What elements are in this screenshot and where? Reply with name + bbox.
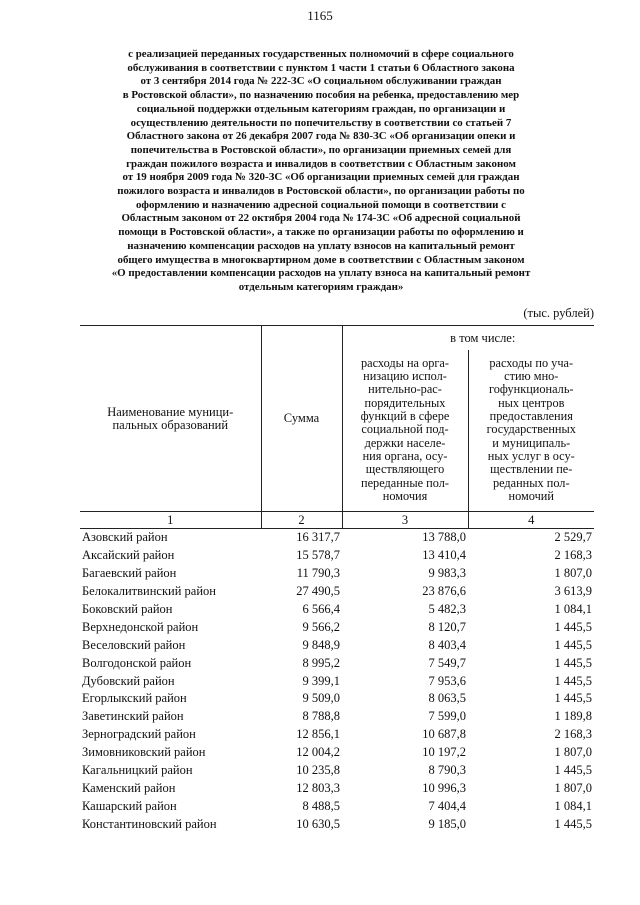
table-row [80, 815, 594, 833]
mfc-expense-value: 1 445,5 [554, 619, 592, 634]
table-row [80, 529, 594, 547]
admin-expense-value: 8 403,4 [428, 637, 466, 652]
sum-value: 12 004,2 [296, 745, 340, 760]
heading-line: отдельным категориям граждан» [238, 280, 404, 293]
column-number: 2 [261, 512, 342, 529]
admin-expense-value: 8 063,5 [428, 691, 466, 706]
admin-expense-value: 7 404,4 [428, 798, 466, 813]
heading-line: попечительства в Ростовской области», по организации приемных семей для [130, 143, 512, 156]
sum-value: 9 509,0 [302, 691, 340, 706]
table-body [80, 529, 594, 834]
sum-value: 15 578,7 [296, 548, 340, 563]
header-line: социальной под- [361, 422, 449, 437]
heading-line: оформлению и назначению адресной социальной помощи в соответствии с [135, 198, 507, 211]
table-row [80, 654, 594, 672]
heading-line: Областного закона от 26 декабря 2007 года № 830-ЗС «Об организации опеки и [126, 130, 516, 143]
table-row [80, 744, 594, 762]
header-line: порядительных [364, 395, 446, 410]
header-line: гофункциональ- [488, 382, 574, 397]
mfc-expense-value: 1 807,0 [554, 566, 592, 581]
table-row [80, 726, 594, 744]
admin-expense-value: 23 876,6 [422, 584, 466, 599]
admin-expense-value: 10 687,8 [422, 727, 466, 742]
table-row [80, 779, 594, 797]
table-row [80, 672, 594, 690]
header-municipality-line: пальных образований [112, 417, 229, 432]
header-line: функций в сфере [360, 409, 450, 424]
header-line: ных услуг в осу- [487, 448, 575, 463]
mfc-expense-value: 1 445,5 [554, 637, 592, 652]
table-row [80, 601, 594, 619]
header-line: нительно-рас- [368, 382, 442, 397]
header-line: номочий [508, 488, 554, 503]
mfc-expense-value: 1 084,1 [554, 798, 592, 813]
header-line: стию мно- [504, 369, 559, 384]
municipality-name: Егорлыкский район [82, 691, 187, 706]
header-municipality-line: Наименование муници- [107, 404, 234, 419]
heading-line: обслуживания в соответствии с пунктом 1 части 1 статьи 6 Областного закона [127, 61, 515, 74]
municipality-name: Веселовский район [82, 637, 186, 652]
municipality-name: Аксайский район [82, 548, 175, 563]
heading-line: от 19 ноября 2009 года № 320-ЗС «Об организации приемных семей для граждан [122, 171, 520, 184]
heading-line: с реализацией переданных государственных полномочий в сфере социального [128, 48, 514, 60]
admin-expense-value: 7 953,6 [428, 673, 466, 688]
admin-expense-value: 7 599,0 [428, 709, 466, 724]
mfc-expense-value: 1 445,5 [554, 655, 592, 670]
admin-expense-value: 10 197,2 [422, 745, 466, 760]
header-mfc-expenses [468, 350, 594, 512]
mfc-expense-value: 2 168,3 [554, 727, 592, 742]
header-line: ных центров [498, 395, 565, 410]
sum-value: 9 566,2 [302, 619, 340, 634]
mfc-expense-value: 1 445,5 [554, 816, 592, 831]
municipality-name: Кашарский район [82, 798, 177, 813]
municipality-name: Заветинский район [82, 709, 184, 724]
allocation-table [80, 325, 594, 833]
sum-value: 10 235,8 [296, 763, 340, 778]
heading-line: Областным законом от 22 октября 2004 года № 174-ЗС «Об адресной социальной [121, 212, 521, 225]
municipality-name: Боковский район [82, 602, 173, 616]
municipality-name: Зимовниковский район [82, 745, 206, 760]
admin-expense-value: 7 549,7 [428, 655, 466, 670]
municipality-name: Багаевский район [82, 566, 177, 581]
municipality-name: Верхнедонской район [82, 619, 199, 634]
admin-expense-value: 9 983,3 [428, 566, 466, 581]
table-row [80, 547, 594, 565]
header-line: ществлении пе- [490, 462, 573, 477]
header-line: расходы по уча- [489, 355, 574, 370]
units-label: (тыс. рублей) [523, 306, 594, 320]
municipality-name: Белокалитвинский район [82, 584, 216, 599]
mfc-expense-value: 1 445,5 [554, 673, 592, 688]
header-line: и муниципаль- [492, 435, 571, 450]
heading-line: осуществлению деятельности по попечительству в соответствии со статьей 7 [130, 116, 512, 129]
municipality-name: Дубовский район [82, 673, 175, 688]
municipality-name: Зерноградский район [82, 727, 196, 742]
mfc-expense-value: 2 529,7 [554, 530, 592, 545]
municipality-name: Кагальницкий район [82, 763, 193, 778]
heading-line: граждан пожилого возраста и инвалидов в соответствии с Областным законом [126, 157, 516, 170]
mfc-expense-value: 1 445,5 [554, 763, 592, 778]
header-including: в том числе: [342, 326, 594, 351]
admin-expense-value: 8 790,3 [428, 763, 466, 778]
heading-line: в Ростовской области», по назначению пособия на ребенка, предоставлению мер [122, 89, 520, 102]
sum-value: 6 566,4 [302, 602, 340, 616]
mfc-expense-value: 3 613,9 [554, 584, 592, 599]
column-number: 3 [342, 512, 468, 529]
admin-expense-value: 13 788,0 [422, 530, 466, 545]
admin-expense-value: 9 185,0 [428, 816, 466, 831]
heading-line: социальной поддержки отдельным категориям граждан, по организации и [136, 102, 506, 115]
header-line: переданные пол- [361, 475, 449, 490]
municipality-name: Азовский район [82, 530, 168, 545]
header-admin-expenses [342, 350, 468, 512]
header-line: ществляющего [365, 462, 445, 477]
sum-value: 12 803,3 [296, 780, 340, 795]
table-row [80, 636, 594, 654]
header-sum: Сумма [261, 326, 342, 512]
admin-expense-value: 8 120,7 [428, 619, 466, 634]
sum-value: 27 490,5 [296, 584, 340, 599]
document-heading [82, 48, 560, 295]
header-line: расходы на орга- [361, 355, 449, 370]
sum-value: 8 995,2 [302, 655, 340, 670]
header-line: номочия [382, 488, 428, 503]
municipality-name: Каменский район [82, 780, 176, 795]
mfc-expense-value: 1 807,0 [554, 745, 592, 760]
table-row [80, 797, 594, 815]
heading-line: пожилого возраста и инвалидов в Ростовской области», по организации работы по [117, 185, 525, 198]
table-row [80, 690, 594, 708]
sum-value: 9 848,9 [302, 637, 340, 652]
sum-value: 16 317,7 [296, 530, 340, 545]
header-line: низацию испол- [363, 369, 447, 384]
mfc-expense-value: 1 084,1 [554, 602, 592, 616]
mfc-expense-value: 1 189,8 [554, 709, 592, 724]
heading-line: помощи в Ростовской области», а также по организации работы по оформлению и [118, 226, 524, 239]
mfc-expense-value: 1 807,0 [554, 780, 592, 795]
header-line: предоставления [489, 409, 573, 424]
header-line: государственных [486, 422, 576, 437]
sum-value: 8 488,5 [302, 798, 340, 813]
admin-expense-value: 5 482,3 [428, 602, 466, 616]
page-number: 1165 [307, 8, 333, 23]
sum-value: 9 399,1 [302, 673, 340, 688]
sum-value: 8 788,8 [302, 709, 340, 724]
sum-value: 11 790,3 [296, 566, 340, 581]
heading-line: назначению компенсации расходов на уплату взносов на капитальный ремонт [127, 239, 515, 252]
heading-line: «О предоставлении компенсации расходов на уплату взноса на капитальный ремонт [111, 267, 531, 280]
mfc-expense-value: 2 168,3 [554, 548, 592, 563]
header-line: держки населе- [364, 435, 446, 450]
admin-expense-value: 13 410,4 [422, 548, 466, 563]
table-row [80, 618, 594, 636]
header-municipality [80, 326, 261, 512]
heading-line: общего имущества в многоквартирном доме в соответствии с Областным законом [117, 253, 525, 266]
municipality-name: Константиновский район [82, 816, 217, 831]
municipality-name: Волгодонской район [82, 655, 192, 670]
table-row [80, 583, 594, 601]
column-number: 4 [468, 512, 594, 529]
table-row [80, 565, 594, 583]
sum-value: 10 630,5 [296, 816, 340, 831]
header-line: ния органа, осу- [362, 448, 448, 463]
mfc-expense-value: 1 445,5 [554, 691, 592, 706]
heading-line: от 3 сентября 2014 года № 222-ЗС «О социальном обслуживании граждан [140, 75, 502, 88]
admin-expense-value: 10 996,3 [422, 780, 466, 795]
table-row [80, 762, 594, 780]
sum-value: 12 856,1 [296, 727, 340, 742]
header-line: реданных пол- [492, 475, 570, 490]
table-row [80, 708, 594, 726]
column-number: 1 [80, 512, 261, 529]
